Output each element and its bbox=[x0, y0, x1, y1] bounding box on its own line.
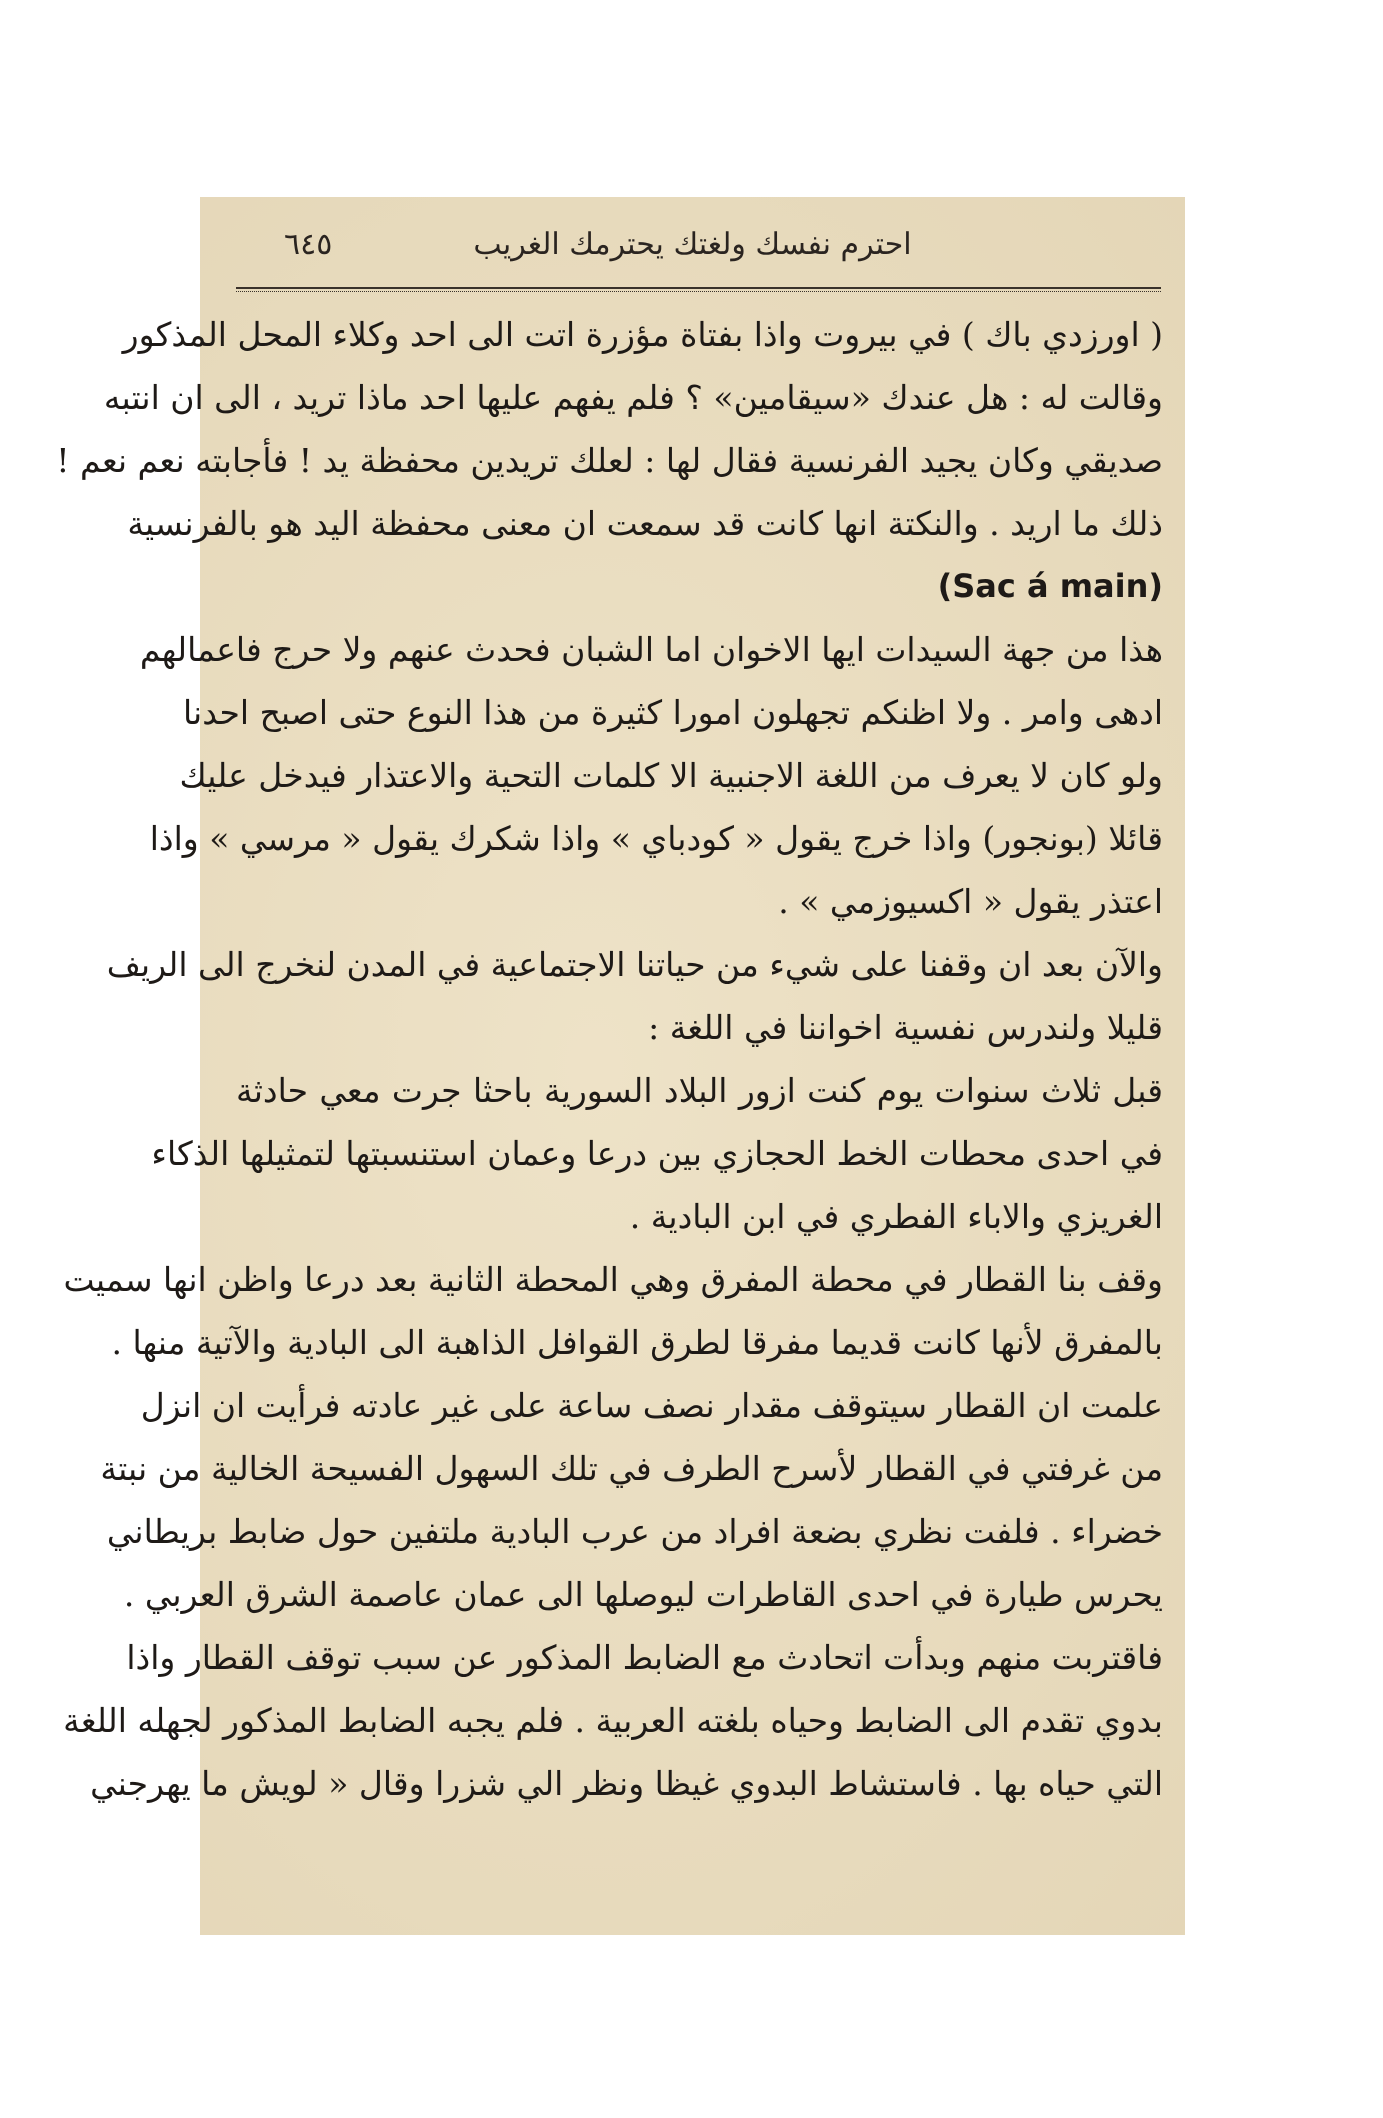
text-line: هذا من جهة السيدات ايها الاخوان اما الشبان فحدث عنهم ولا حرج فاعمالهم bbox=[139, 630, 1163, 669]
paragraph-3 bbox=[106, 933, 1163, 1059]
text-line: ( اورزدي باك ) في بيروت واذا بفتاة مؤزرة اتت الى احد وكلاء المحل المذكور bbox=[122, 315, 1163, 354]
header-rule bbox=[236, 287, 1161, 295]
text-line: قبل ثلاث سنوات يوم كنت ازور البلاد السورية باحثا جرت معي حادثة bbox=[236, 1071, 1163, 1110]
page-number: ٦٤٥ bbox=[284, 227, 333, 262]
text-line: وقف بنا القطار في محطة المفرق وهي المحطة الثانية بعد درعا واظن انها سميت bbox=[63, 1260, 1163, 1299]
text-line: قليلا ولندرس نفسية اخواننا في اللغة : bbox=[648, 1008, 1163, 1047]
text-line: الغريزي والاباء الفطري في ابن البادية . bbox=[629, 1197, 1163, 1236]
latin-phrase: (Sac á main) bbox=[937, 567, 1163, 605]
text-line: علمت ان القطار سيتوقف مقدار نصف ساعة على غير عادته فرأيت ان انزل bbox=[140, 1386, 1163, 1425]
text-line: فاقتربت منهم وبدأت اتحادث مع الضابط المذكور عن سبب توقف القطار واذا bbox=[126, 1638, 1163, 1677]
text-line: ذلك ما اريد . والنكتة انها كانت قد سمعت ان معنى محفظة اليد هو بالفرنسية bbox=[127, 504, 1163, 543]
text-line: بدوي تقدم الى الضابط وحياه بلغته العربية . فلم يجبه الضابط المذكور لجهله اللغة bbox=[63, 1701, 1163, 1740]
paragraph-4 bbox=[151, 1059, 1163, 1248]
book-page bbox=[56, 197, 1185, 1935]
text-line: من غرفتي في القطار لأسرح الطرف في تلك السهول الفسيحة الخالية من نبتة bbox=[100, 1449, 1163, 1488]
text-line: يحرس طيارة في احدى القاطرات ليوصلها الى عمان عاصمة الشرق العربي . bbox=[123, 1575, 1163, 1614]
text-line: في احدى محطات الخط الحجازي بين درعا وعمان استنسبتها لتمثيلها الذكاء bbox=[151, 1134, 1163, 1173]
page-body bbox=[56, 303, 1163, 1815]
page-header bbox=[236, 223, 1149, 279]
paragraph-5 bbox=[63, 1248, 1163, 1815]
running-title: احترم نفسك ولغتك يحترمك الغريب bbox=[473, 227, 912, 262]
text-line: بالمفرق لأنها كانت قديما مفرقا لطرق القوافل الذاهبة الى البادية والآتية منها . bbox=[111, 1323, 1163, 1362]
text-line: قائلا (بونجور) واذا خرج يقول « كودباي » واذا شكرك يقول « مرسي » واذا bbox=[149, 819, 1163, 858]
paragraph-1 bbox=[56, 303, 1163, 618]
paragraph-2 bbox=[139, 618, 1163, 933]
text-line: ادهى وامر . ولا اظنكم تجهلون امورا كثيرة من هذا النوع حتى اصبح احدنا bbox=[182, 693, 1163, 732]
text-line: اعتذر يقول « اكسيوزمي » . bbox=[778, 882, 1163, 921]
text-line: خضراء . فلفت نظري بضعة افراد من عرب البادية ملتفين حول ضابط بريطاني bbox=[106, 1512, 1163, 1551]
text-line: ولو كان لا يعرف من اللغة الاجنبية الا كلمات التحية والاعتذار فيدخل عليك bbox=[179, 756, 1163, 795]
text-line: صديقي وكان يجيد الفرنسية فقال لها : لعلك تريدين محفظة يد ! فأجابته نعم نعم ! bbox=[56, 441, 1163, 480]
text-line: وقالت له : هل عندك «سيقامين» ؟ فلم يفهم عليها احد ماذا تريد ، الى ان انتبه bbox=[103, 378, 1163, 417]
text-line: التي حياه بها . فاستشاط البدوي غيظا ونظر الي شزرا وقال « لويش ما يهرجني bbox=[90, 1764, 1163, 1803]
text-line: والآن بعد ان وقفنا على شيء من حياتنا الاجتماعية في المدن لنخرج الى الريف bbox=[106, 945, 1163, 984]
